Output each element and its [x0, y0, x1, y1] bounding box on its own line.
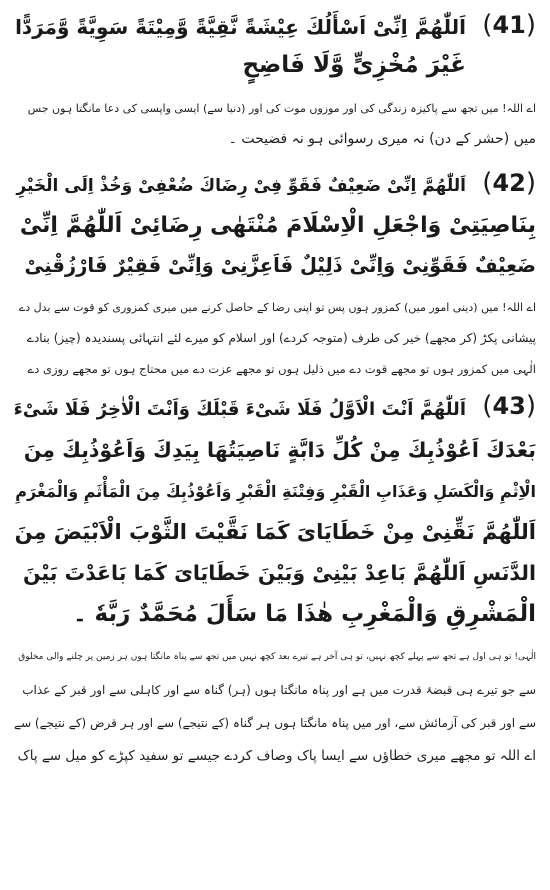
prayer-number: (41)	[482, 10, 536, 40]
arabic-line: اَللّٰهُمَّ اِنِّیْ ضَعِیْفٌ فَقَوِّ فِیْ رِضَاكَ ضُعْفِیْ وَخُذْ اِلَى الْخَیْرِ	[16, 176, 466, 196]
urdu-line: اے اللہ! میں تجھ سے پاکیزہ زندگی کی اور موزوں موت کی اور (دنیا سے) ایسی واپسی کی دعا مانگتا ہوں جس	[27, 102, 536, 115]
urdu-translation	[14, 641, 536, 773]
arabic-line: بَعْدَكَ اَعُوْذُبِكَ مِنْ كُلِّ دَابَّةٍ نَاصِیَتُهَا بِیَدِكَ وَاَعُوْذُبِكَ مِنَ	[23, 438, 536, 462]
arabic-line: الدَّنَسِ اَللّٰهُمَّ بَاعِدْ بَیْنِیْ وَبَیْنَ خَطَایَایَ كَمَا بَاعَدْتَ بَیْنَ	[22, 561, 536, 585]
prayer-number-text: 42	[492, 169, 526, 197]
prayer-number: (43)	[482, 391, 536, 421]
urdu-line: اے اللہ! میں (دینی امور میں) کمزور ہوں پس تو اپنی رضا کے حاصل کرنے میں میری کمزوری کو قوت سے بدل دے	[18, 301, 536, 314]
urdu-line: سے اور قبر کی آزمائش سے، اور میں پناہ مانگتا ہوں ہر گناہ (کے نتیجے) سے اور ہر قرض (کے نتیجے) سے	[14, 716, 536, 730]
arabic-prayer-text	[14, 8, 466, 84]
arabic-line: بِنَاصِیَتِیْ وَاجْعَلِ الْاِسْلَامَ مُنْتَهٰى رِضَائِیْ اَللّٰهُمَّ اِنِّیْ	[19, 213, 536, 238]
urdu-line: الٰہی! تو ہی اول ہے تجھ سے پہلے کچھ نہیں، تو ہی آخر ہے تیرے بعد کچھ نہیں میں تجھ سے پناہ مانگتا ہوں ہر زمین پر چلنے والی مخلوق	[18, 652, 536, 662]
arabic-line: اَللّٰهُمَّ نَقِّنِیْ مِنْ خَطَایَایَ كَمَا نَقَّیْتَ الثَّوْبَ الْاَبْیَضَ مِنَ	[14, 520, 536, 544]
urdu-line: اے اللہ تو مجھے میری خطاؤں سے ایسا پاک وصاف کردے جیسے تو سفید کپڑے کو میل سے پاک	[17, 748, 536, 764]
arabic-line: غَیْرَ مُخْزِیٍّ وَّلَا فَاضِحٍ	[242, 52, 466, 78]
urdu-line: پیشانی پکڑ (کر مجھے) خیر کی طرف (متوجہ کردے) اور اسلام کو میرے لئے انتہائی پسندیدہ (چیز) بنادے	[26, 331, 536, 345]
prayer-number-text: 43	[492, 392, 526, 420]
arabic-line: الْاِثْمِ وَالْكَسَلِ وَعَذَابِ الْقَبْرِ وَفِتْنَةِ الْقَبْرِ وَاَعُوْذُبِكَ مِنَ الْمَأْثَمِ وَالْمَغْرَمِ	[15, 482, 536, 501]
arabic-line: اَللّٰهُمَّ اِنِّیْ اَسْأَلُكَ عِیْشَةً نَّقِیَّةً وَّمِیْتَةً سَوِیَّةً وَّمَرَدًّا	[15, 15, 466, 39]
urdu-translation	[14, 292, 536, 385]
prayer-number-text: 41	[492, 11, 526, 39]
urdu-line: الٰہی میں کمزور ہوں تو مجھے قوت دے میں ذلیل ہوں تو مجھے عزت دے میں محتاج ہوں تو مجھے روزی دے	[27, 362, 536, 376]
prayer-number: (42)	[482, 168, 536, 198]
prayer-section-43	[14, 389, 536, 773]
urdu-line: میں (حشر کے دن) نہ میری رسوائی ہو نہ فضیحت ۔	[228, 131, 536, 147]
arabic-line: اَللّٰهُمَّ اَنْتَ الْاَوَّلُ فَلَا شَیْءَ قَبْلَكَ وَاَنْتَ الْاٰخِرُ فَلَا شَیْءَ	[14, 399, 466, 420]
prayer-section-42	[14, 166, 536, 385]
prayer-section-41	[14, 8, 536, 154]
urdu-line: سے جو تیرے ہی قبضۂ قدرت میں ہے اور پناہ مانگتا ہوں (ہر) گناہ سے اور کاہلی سے اور قبر کے عذاب	[22, 683, 536, 697]
urdu-translation	[14, 94, 536, 154]
arabic-line: الْمَشْرِقِ وَالْمَغْرِبِ هٰذَا مَا سَأَلَ مُحَمَّدٌ رَبَّهٗ ۔	[73, 601, 536, 627]
arabic-line: ضَعِیْفٌ فَقَوِّنِیْ وَاِنِّیْ ذَلِیْلٌ فَاَعِزَّنِیْ وَاِنِّیْ فَقِیْرٌ فَارْزُقْنِیْ	[24, 254, 536, 277]
